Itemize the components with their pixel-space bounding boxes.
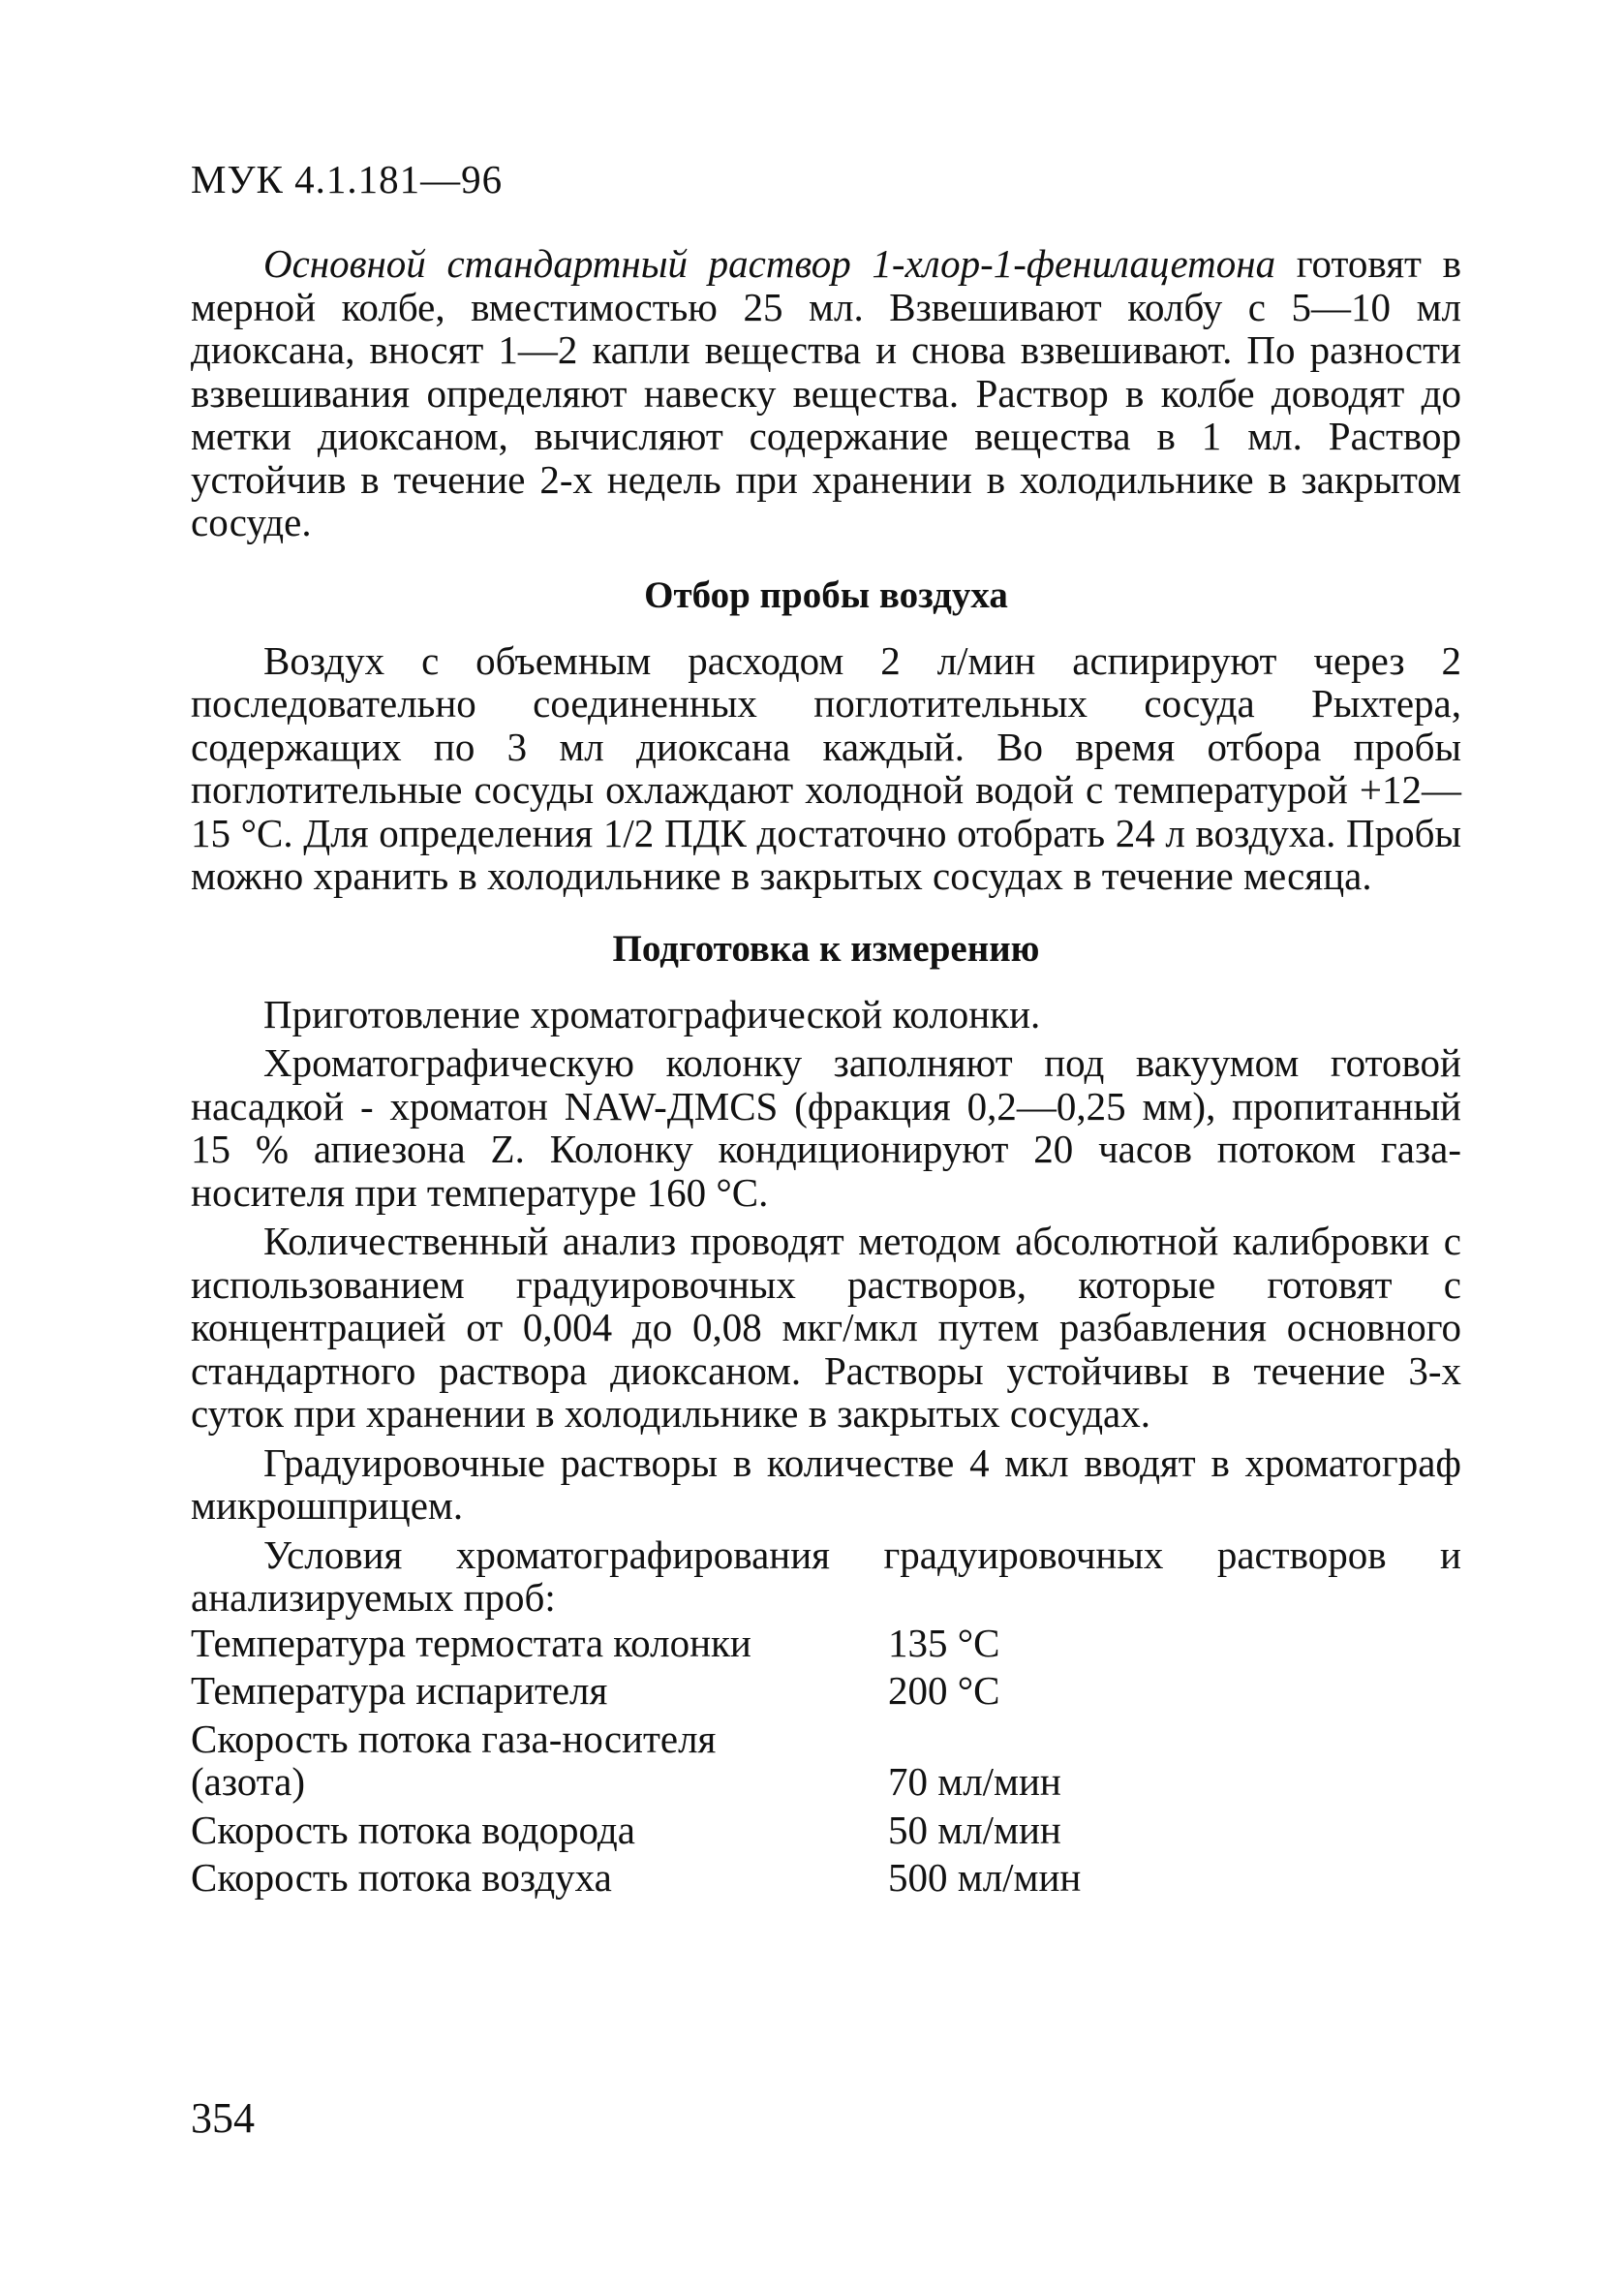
intro-paragraph <box>191 242 1461 544</box>
condition-param: Температура термостата колонки <box>191 1620 751 1665</box>
preparation-paragraph-2: Хроматографическую колонку заполняют под вакуумом готовой насадкой - хроматон NAW-ДМCS (фракция 0,2—0,25 мм), пропитанный 15 % апиезона Z. Колонку кондиционируют 20 часов потоком газа-носителя при температуре 160 °С. <box>191 1040 1461 1215</box>
condition-value: 135 °С <box>888 1620 1000 1665</box>
table-row <box>191 1622 1081 1670</box>
sampling-heading: Отбор пробы воздуха <box>644 573 1008 616</box>
preparation-paragraph-3: Количественный анализ проводят методом абсолютной калибровки с использованием градуировочных растворов, которые готовят с концентрацией от 0,004 до 0,08 мкг/мкл путем разбавления основного стандартного раствора диоксаном. Растворы устойчивы в течение 3-х суток при хранении в холодильнике в закрытых сосудах. <box>191 1219 1461 1436</box>
preparation-paragraph-4: Градуировочные растворы в количестве 4 мкл вводят в хроматограф микрошприцем. <box>191 1439 1461 1528</box>
table-row <box>191 1717 1081 1809</box>
sampling-paragraph: Воздух с объемным расходом 2 л/мин аспирируют через 2 последовательно соединенных поглотительных сосуда Рыхтера, содержащих по 3 мл диоксана каждый. Во время отбора пробы поглотительные сосуды охлаждают холодной водой с температурой +12—15 °С. Для определения 1/2 ПДК достаточно отобрать 24 л воздуха. Пробы можно хранить в холодильнике в закрытых сосудах в течение месяца. <box>191 637 1461 898</box>
condition-param: Температура испарителя <box>191 1668 608 1713</box>
intro-lead-italic: Основной стандартный раствор 1-хлор-1-фенилацетона <box>263 241 1276 286</box>
preparation-paragraph-5: Условия хроматографирования градуировочных растворов и анализируемых проб: <box>191 1531 1461 1620</box>
condition-value: 50 мл/мин <box>888 1807 1061 1852</box>
preparation-heading: Подготовка к измерению <box>612 927 1040 970</box>
table-row <box>191 1809 1081 1857</box>
preparation-paragraph-1: Приготовление хроматографической колонки. <box>263 991 1041 1036</box>
condition-param: Скорость потока газа-носителя (азота) <box>191 1716 717 1804</box>
intro-text: готовят в мерной колбе, вместимостью 25 мл. Взвешивают колбу с 5—10 мл диоксана, вносят 1—2 капли вещества и снова взвешивают. По разности взвешивания определяют навеску вещества. Раствор в колбе доводят до метки диоксаном, вычисляют содержание вещества в 1 мл. Раствор устойчив в течение 2-х недель при хранении в холодильнике в закрытом сосуде. <box>191 241 1461 544</box>
condition-value: 200 °С <box>888 1668 1000 1713</box>
condition-value: 500 мл/мин <box>888 1855 1082 1900</box>
table-row <box>191 1669 1081 1717</box>
document-page <box>191 155 1461 1904</box>
conditions-table <box>191 1622 1081 1904</box>
document-code: МУК 4.1.181—96 <box>191 157 504 201</box>
condition-param: Скорость потока воздуха <box>191 1855 612 1900</box>
condition-value: 70 мл/мин <box>888 1759 1061 1804</box>
condition-param: Скорость потока водорода <box>191 1807 635 1852</box>
page-number: 354 <box>191 2094 255 2142</box>
table-row <box>191 1856 1081 1904</box>
